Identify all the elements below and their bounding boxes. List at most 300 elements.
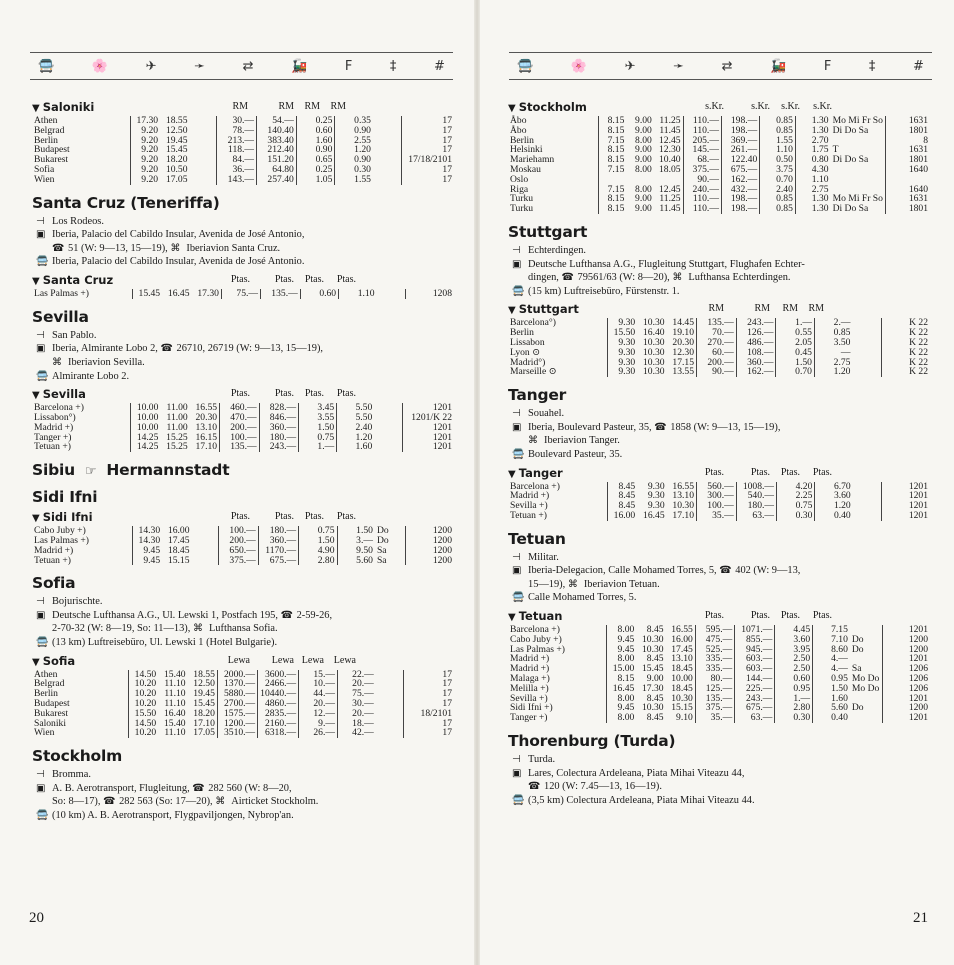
sevilla-timetable xyxy=(32,403,454,452)
table-cell: 9.45 xyxy=(607,635,637,645)
bus-icon: 🚍 xyxy=(38,58,55,74)
table-cell: K 22 xyxy=(881,348,930,358)
table-cell: 13.10 xyxy=(672,490,695,502)
table-cell: Lissabon xyxy=(510,336,545,348)
plane-icon: ✈ xyxy=(145,58,157,74)
table-cell: 675.— xyxy=(735,703,775,713)
city-heading-stuttgart: Stuttgart xyxy=(508,222,588,241)
table-cell: 8.15 xyxy=(607,674,637,684)
currency-headers: Ptas. Ptas. Ptas. Ptas. xyxy=(230,273,356,285)
left-content xyxy=(32,96,454,823)
table-cell: 1200 xyxy=(882,645,930,655)
table-cell: 2.25 xyxy=(777,491,815,501)
table-cell: 7.15 xyxy=(813,625,850,635)
table-cell: 0.75 xyxy=(777,501,815,511)
plane-icon: ✈ xyxy=(624,58,636,74)
table-cell: 1.20 xyxy=(335,145,373,155)
table-cell: 5.50 xyxy=(337,413,375,423)
table-cell xyxy=(376,679,404,689)
departure-arrow-icon: ▼ xyxy=(32,103,40,114)
table-cell: 0.80 xyxy=(795,155,830,165)
table-cell xyxy=(853,482,882,492)
table-cell: 0.85 xyxy=(760,116,796,126)
table-cell: 0.85 xyxy=(760,194,796,204)
table-cell: Tetuan +) xyxy=(34,441,71,453)
timetable-title: ▼ Sidi Ifni xyxy=(32,510,93,525)
table-cell xyxy=(853,511,882,521)
table-cell: 1201 xyxy=(881,511,930,521)
currency-headers: Ptas. Ptas. Ptas. Ptas. xyxy=(230,388,356,400)
table-cell: 0.25 xyxy=(296,116,335,126)
table-cell: 2.50 xyxy=(775,664,813,674)
table-cell: 0.90 xyxy=(296,145,335,155)
bus-line: 🚍 Calle Mohamed Torres, 5. xyxy=(512,592,637,604)
phone-icon: ☎ xyxy=(52,242,65,254)
table-cell xyxy=(374,413,402,423)
table-cell: K 22 xyxy=(881,318,930,328)
table-cell: 2.05 xyxy=(776,338,814,348)
timetable-title: ▼ Santa Cruz xyxy=(32,272,114,287)
city-heading-sofia: Sofia xyxy=(32,574,76,593)
table-cell xyxy=(373,155,402,165)
table-cell: 0.55 xyxy=(776,328,814,338)
table-cell: 1640 xyxy=(885,165,930,175)
table-cell: 110.— xyxy=(683,116,721,126)
table-cell: 9.20 xyxy=(130,165,160,175)
table-cell: 2.— xyxy=(814,318,852,328)
sidi-ifni-timetable xyxy=(32,526,454,565)
table-row xyxy=(508,367,930,377)
table-cell: 17.10 xyxy=(672,509,695,521)
table-cell: 14.25 xyxy=(131,442,161,452)
table-cell: 595.— xyxy=(695,625,734,635)
phone-icon: ☎ xyxy=(160,343,173,355)
train-icon: 🚂 xyxy=(291,58,308,74)
city-heading-tanger: Tanger xyxy=(508,386,567,405)
table-cell: 12.50 xyxy=(193,678,215,690)
timetable-title: ▼ Tetuan xyxy=(508,609,563,624)
table-cell: 16.00 xyxy=(167,525,190,537)
office-line: ▣ Lares, Colectura Ardeleana, Piata Mihai Viteazu 44, xyxy=(512,767,745,779)
table-cell: 10.20 xyxy=(128,699,158,709)
table-cell: 17 xyxy=(402,136,454,146)
table-cell: 1201 xyxy=(403,433,454,443)
table-cell xyxy=(190,145,217,155)
table-cell: Belgrad xyxy=(34,678,65,690)
bus-line: 🚍 (10 km) A. B. Aerotransport, Flygpaviljongen, Nybrop'an. xyxy=(36,810,294,822)
table-cell: 6318.— xyxy=(258,728,299,738)
table-cell: K 22 xyxy=(881,338,930,348)
table-cell: 1200 xyxy=(405,546,454,556)
table-cell: 36.— xyxy=(217,165,257,175)
office-line: ▣ Iberia, Almirante Lobo 2, ☎ 26710, 26719 (W: 9—13, 15—19), xyxy=(36,343,324,355)
table-cell: 16.45 xyxy=(607,684,637,694)
stockholm-timetable xyxy=(508,116,930,214)
table-cell: 8.00 xyxy=(635,134,652,146)
table-cell: 11.25 xyxy=(659,193,681,205)
table-cell: 80.— xyxy=(695,674,734,684)
departure-arrow-icon: ▼ xyxy=(508,468,516,480)
table-cell xyxy=(373,175,402,185)
table-cell: K 22 xyxy=(881,328,930,338)
table-cell: 383.40 xyxy=(257,136,297,146)
table-cell: 17.15 xyxy=(672,356,695,368)
table-cell: 1631 xyxy=(885,145,930,155)
table-cell: Belgrad xyxy=(34,124,65,136)
table-cell: 369.— xyxy=(721,136,759,146)
table-cell: Bukarest xyxy=(34,154,69,166)
timetable-title: ▼ Stuttgart xyxy=(508,302,579,317)
table-cell: Madrid +) xyxy=(34,421,74,433)
table-row xyxy=(32,442,454,452)
table-cell: Åbo xyxy=(510,124,527,136)
table-cell: 9.45 xyxy=(132,556,162,566)
dagger-icon: ‡ xyxy=(868,58,876,74)
table-cell: 1206 xyxy=(882,684,930,694)
table-cell xyxy=(376,709,404,719)
table-cell: Bukarest xyxy=(34,707,69,719)
table-cell: 4.20 xyxy=(777,482,815,492)
table-cell: Mariehamn xyxy=(510,154,555,166)
table-cell: 18.45 xyxy=(671,663,693,675)
table-cell: 14.45 xyxy=(672,317,695,329)
table-cell: 9.30 xyxy=(607,348,637,358)
table-cell: Marseille ⊙ xyxy=(510,366,557,378)
table-cell: 20.— xyxy=(337,679,375,689)
table-cell: 1.60 xyxy=(813,694,850,704)
phone-icon: ☎ xyxy=(103,796,116,808)
sofia-timetable-header xyxy=(32,654,454,670)
table-cell: 17 xyxy=(402,116,454,126)
currency-headers: Lewa Lewa Lewa Lewa xyxy=(227,654,356,666)
exchange-icon: ⇄ xyxy=(721,58,733,74)
table-cell: Mo Mi Fr So xyxy=(832,115,883,126)
bus-line: 🚍 (13 km) Luftreisebüro, Ul. Lewski 1 (Hotel Bulgarie). xyxy=(36,637,278,649)
table-cell: 10.30 xyxy=(641,702,664,714)
table-cell: 18.— xyxy=(337,719,375,729)
table-cell: 9.30 xyxy=(607,367,637,377)
table-cell: 16.45 xyxy=(643,509,665,521)
table-cell: 9.20 xyxy=(130,175,160,185)
table-cell: 1640 xyxy=(885,185,930,195)
table-cell: 8.00 xyxy=(635,163,652,175)
table-cell: 11.45 xyxy=(659,203,681,215)
table-cell: 1.30 xyxy=(795,204,830,214)
table-cell: 13.10 xyxy=(671,653,693,665)
bus-line: 🚍 Iberia, Palacio del Cabildo Insular, Avenida de José Antonio. xyxy=(36,256,305,268)
bus-icon: 🚍 xyxy=(36,370,49,382)
table-cell: 1200 xyxy=(882,635,930,645)
city-heading-tetuan: Tetuan xyxy=(508,529,566,548)
table-cell: Las Palmas +) xyxy=(34,287,89,299)
table-cell: 9.30 xyxy=(647,500,665,512)
table-cell: 470.— xyxy=(220,413,260,423)
table-cell: 603.— xyxy=(735,664,775,674)
table-cell: Budapest xyxy=(34,144,70,156)
table-cell: 3.— xyxy=(337,536,375,546)
table-cell: 5880.— xyxy=(217,689,257,699)
table-cell: 1201 xyxy=(882,713,930,723)
table-cell: 15.15 xyxy=(167,554,190,566)
table-cell: 9.30 xyxy=(607,318,637,328)
table-row xyxy=(508,204,930,214)
departure-arrow-icon: ▼ xyxy=(32,390,40,402)
office-icon: ▣ xyxy=(512,565,522,577)
table-cell: 5.60 xyxy=(337,556,375,566)
table-cell: 243.— xyxy=(259,442,299,452)
table-cell: 375.— xyxy=(219,556,259,566)
table-cell: Berlin xyxy=(510,134,534,146)
table-cell: 63.— xyxy=(735,713,775,723)
table-cell xyxy=(373,136,402,146)
table-cell: 1370.— xyxy=(217,679,257,689)
table-cell: 9.00 xyxy=(635,115,652,126)
table-cell: 1.50 xyxy=(776,358,814,368)
office-line-2: So: 8—17), ☎ 282 563 (So: 17—20), ⌘ Airticket Stockholm. xyxy=(52,796,319,808)
legend-icon-bar xyxy=(30,52,453,80)
table-cell: 0.60 xyxy=(296,126,335,136)
table-cell: 8.45 xyxy=(646,692,664,704)
table-cell: 1.10 xyxy=(760,145,796,155)
table-cell: 1.— xyxy=(776,318,814,328)
tetuan-timetable-header xyxy=(508,609,930,625)
table-cell: Do xyxy=(851,643,864,655)
table-cell: 1201 xyxy=(403,423,454,433)
table-cell: 1.50 xyxy=(337,526,375,536)
table-cell: Åbo xyxy=(510,115,527,126)
table-cell: 17 xyxy=(404,699,454,709)
table-cell: 3510.— xyxy=(217,728,257,738)
table-cell: 10440.— xyxy=(258,689,299,699)
table-cell xyxy=(831,165,886,175)
table-cell: 17.30 xyxy=(197,287,219,299)
table-cell: 675.— xyxy=(258,556,298,566)
table-cell: Barcelona +) xyxy=(34,402,84,414)
hash-icon: # xyxy=(434,58,445,74)
table-cell: 100.— xyxy=(219,526,259,536)
table-cell: Lissabon°) xyxy=(34,411,76,423)
table-cell: 0.75 xyxy=(299,433,337,443)
table-cell: 2160.— xyxy=(258,719,299,729)
table-cell: 14.30 xyxy=(132,526,162,536)
table-cell: Lyon ⊙ xyxy=(510,346,541,358)
table-cell: 3.45 xyxy=(299,403,337,413)
airport-icon: ⊣ xyxy=(512,244,521,256)
table-cell: 8.45 xyxy=(646,712,664,724)
table-cell: 13.55 xyxy=(672,366,695,378)
table-cell: Las Palmas +) xyxy=(34,534,89,546)
table-cell: 140.40 xyxy=(257,126,297,136)
table-cell xyxy=(853,491,882,501)
table-cell: 261.— xyxy=(721,145,759,155)
table-cell: Tetuan +) xyxy=(510,509,547,521)
table-cell: 9.10 xyxy=(676,712,693,724)
departure-arrow-icon: ▼ xyxy=(508,612,516,624)
table-cell: 17 xyxy=(402,126,454,136)
table-cell: Sevilla +) xyxy=(510,692,548,704)
table-cell: 10.00 xyxy=(131,423,161,433)
table-cell: 2000.— xyxy=(217,670,257,680)
table-cell: 135.— xyxy=(695,694,734,704)
table-cell: 1.10 xyxy=(795,175,830,185)
table-cell: Madrid +) xyxy=(34,544,74,556)
table-cell: Mo Do xyxy=(851,682,880,694)
table-cell: 8 xyxy=(885,136,930,146)
table-cell: 110.— xyxy=(683,194,721,204)
table-cell xyxy=(852,338,881,348)
table-cell: 8.00 xyxy=(607,625,637,635)
table-cell: 12.30 xyxy=(659,144,681,156)
table-cell: Tanger +) xyxy=(510,712,548,724)
table-cell: 8.45 xyxy=(607,491,637,501)
airport-icon: ⊣ xyxy=(512,551,521,563)
office-icon: ▣ xyxy=(512,421,522,433)
table-cell: 90.— xyxy=(683,175,721,185)
table-cell: 8.45 xyxy=(607,501,637,511)
table-cell: 0.95 xyxy=(775,684,813,694)
table-cell: Wien xyxy=(34,173,55,185)
table-cell: 17.30 xyxy=(130,116,160,126)
table-row xyxy=(508,126,930,136)
table-cell: 11.10 xyxy=(164,698,186,710)
table-cell: 15.45 xyxy=(132,289,162,299)
table-cell: K 22 xyxy=(881,367,930,377)
table-row xyxy=(508,165,930,175)
airport-line: ⊣ Militar. xyxy=(512,551,559,563)
table-cell: 0.45 xyxy=(776,348,814,358)
table-cell xyxy=(190,155,217,165)
airport-icon: ⊣ xyxy=(36,596,45,608)
departure-arrow-icon: ▼ xyxy=(32,513,40,525)
table-cell xyxy=(831,175,886,185)
table-cell: 3600.— xyxy=(258,670,299,680)
office-line: ▣ Deutsche Lufthansa A.G., Flugleitung Stuttgart, Flughafen Echter- xyxy=(512,258,805,270)
table-cell: 110.— xyxy=(683,126,721,136)
table-cell: 828.— xyxy=(259,403,299,413)
table-cell: 375.— xyxy=(695,703,734,713)
table-cell: Sofia xyxy=(34,163,55,175)
phone-icon: ☎ xyxy=(280,609,294,621)
table-cell: 10.30 xyxy=(641,633,664,645)
table-cell: 4.45 xyxy=(775,625,813,635)
arrow-icon: ➛ xyxy=(194,58,205,74)
table-cell: 9.30 xyxy=(647,480,665,492)
table-cell: 8.15 xyxy=(598,194,626,204)
table-cell: 20.30 xyxy=(195,411,218,423)
table-cell: 9.20 xyxy=(130,126,160,136)
bus-line: 🚍 Almirante Lobo 2. xyxy=(36,370,130,382)
table-cell: 7.15 xyxy=(598,165,626,175)
table-cell: 0.85 xyxy=(760,204,796,214)
table-cell: 2.80 xyxy=(299,556,337,566)
table-cell: 1201 xyxy=(882,694,930,704)
table-cell xyxy=(373,116,402,126)
table-cell: 13.10 xyxy=(195,421,218,433)
table-cell: 16.00 xyxy=(671,633,693,645)
table-cell: 110.— xyxy=(683,204,721,214)
table-cell: 16.55 xyxy=(672,480,695,492)
table-cell: 14.30 xyxy=(132,536,162,546)
table-cell: Saloniki xyxy=(34,717,66,729)
table-cell xyxy=(190,126,217,136)
table-cell: 15.50 xyxy=(128,709,158,719)
city-heading-santa-cruz: Santa Cruz (Teneriffa) xyxy=(32,193,220,212)
table-cell: 8.45 xyxy=(646,624,664,636)
table-cell: 15.45 xyxy=(193,698,215,710)
table-cell: 1008.— xyxy=(736,482,776,492)
table-cell: 486.— xyxy=(736,338,776,348)
table-cell: 10.00 xyxy=(131,403,161,413)
table-cell: 8.45 xyxy=(607,482,637,492)
table-cell: 17.30 xyxy=(641,682,664,694)
table-cell: 17 xyxy=(404,679,454,689)
table-cell: 1.— xyxy=(299,442,337,452)
office-line: ▣ Iberia, Palacio del Cabildo Insular, Avenida de José Antonio, xyxy=(36,229,305,241)
table-cell: 9.00 xyxy=(635,154,652,166)
table-cell: 44.— xyxy=(299,689,338,699)
table-cell: 300.— xyxy=(697,491,737,501)
hash-icon: # xyxy=(913,58,924,74)
office-line: ▣ Iberia, Boulevard Pasteur, 35, ☎ 1858 (W: 9—13, 15—19), xyxy=(512,421,781,433)
stockholm-timetable-header xyxy=(508,100,930,116)
table-row xyxy=(32,289,454,299)
departure-arrow-icon: ▼ xyxy=(32,275,40,287)
airport-icon: ⊣ xyxy=(36,329,45,341)
table-cell: 15.25 xyxy=(166,441,188,453)
table-cell: 17.10 xyxy=(195,441,218,453)
table-cell: 1.30 xyxy=(795,194,830,204)
table-cell xyxy=(190,116,217,126)
table-cell: 9.00 xyxy=(635,124,652,136)
table-cell: 15.50 xyxy=(607,328,637,338)
table-cell: 1201 xyxy=(882,625,930,635)
table-cell: 1206 xyxy=(882,664,930,674)
table-cell: 22.— xyxy=(337,670,375,680)
table-cell: 0.30 xyxy=(335,165,373,175)
table-cell: 675.— xyxy=(721,165,759,175)
table-cell: 2835.— xyxy=(258,709,299,719)
table-cell: 4.— xyxy=(813,664,850,674)
table-cell: 10.30 xyxy=(672,500,695,512)
office-line: ▣ Deutsche Lufthansa A.G., Ul. Lewski 1, Postfach 195, ☎ 2-59-26, xyxy=(36,609,333,621)
table-cell: Sevilla +) xyxy=(510,500,548,512)
table-cell: Berlin xyxy=(34,134,58,146)
f-icon: F xyxy=(823,58,832,74)
currency-headers: RM RM RM RM xyxy=(708,303,824,315)
table-cell: 19.45 xyxy=(165,134,188,146)
table-cell: 18.45 xyxy=(671,682,693,694)
table-cell: 1200 xyxy=(405,556,454,566)
table-cell: 6.70 xyxy=(815,482,853,492)
table-cell: 1201 xyxy=(881,482,930,492)
office-icon: ▣ xyxy=(512,767,522,779)
table-cell: 9.30 xyxy=(607,338,637,348)
table-cell: 100.— xyxy=(697,501,737,511)
table-cell: Berlin xyxy=(510,327,534,339)
table-cell: 8.60 xyxy=(813,645,850,655)
table-cell: 1.30 xyxy=(795,116,830,126)
table-cell: 63.— xyxy=(736,511,776,521)
table-cell: 270.— xyxy=(697,338,737,348)
table-cell: 855.— xyxy=(735,635,775,645)
table-cell: 15.40 xyxy=(163,668,186,680)
bus-icon: 🚍 xyxy=(36,637,49,649)
santa-cruz-timetable xyxy=(32,289,454,299)
table-cell: 475.— xyxy=(695,635,734,645)
table-cell: 1.55 xyxy=(335,175,373,185)
table-cell: 2.55 xyxy=(335,136,373,146)
table-cell: 135.— xyxy=(220,442,260,452)
